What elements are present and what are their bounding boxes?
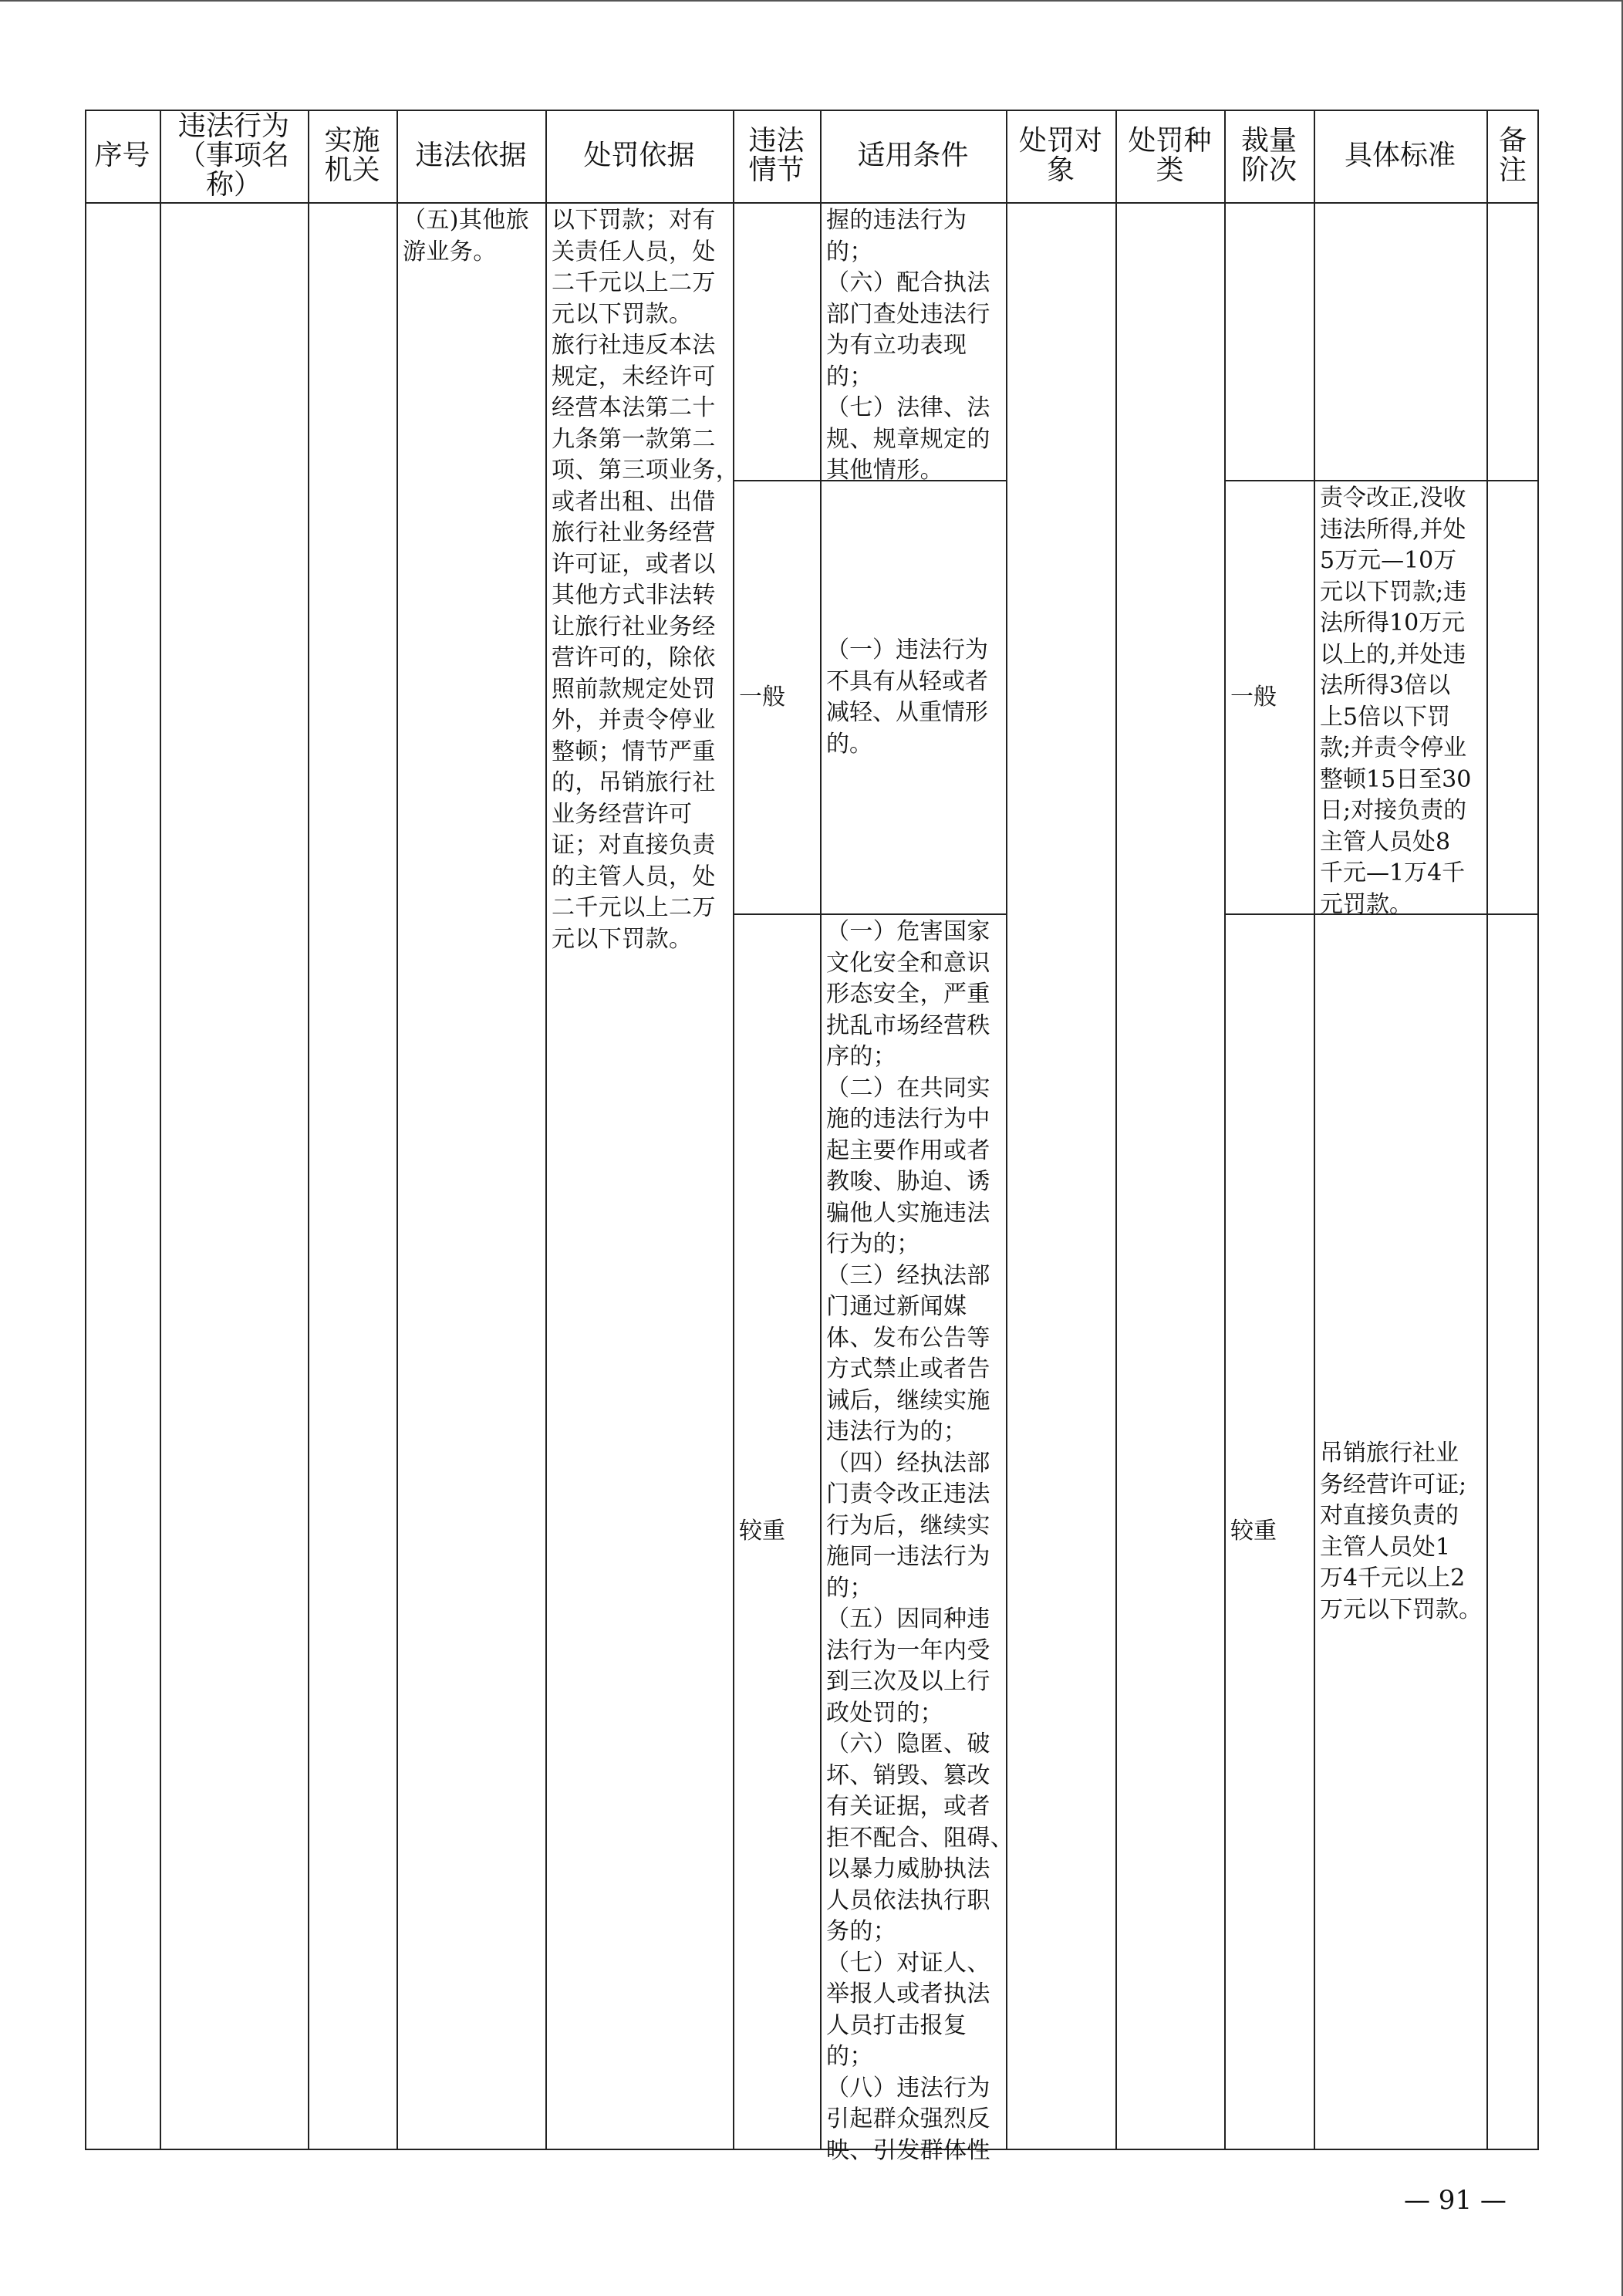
penalty-basis-cell: 以下罚款；对有 关责任人员，处 二千元以上二万 元以下罚款。 旅行社违反本法 规定，未经许可 经营本法第二十 九条第一款第二 项、第三项业务， 或者出租、出借 旅行社业务经营 许可证，或者以 其他方式非法转 让旅行社业务经 营许可的，除依 照前款规定处罚 外，并责令停业 整顿；情节严重 的，吊销旅行社 业务经营许可 证；对直接负责 的主管人员，处 二千元以上二万 元以下罚款。 bbox=[552, 207, 740, 953]
col-line bbox=[308, 110, 309, 2150]
page-number: — 91 — bbox=[1404, 2185, 1507, 2216]
row-line bbox=[85, 202, 1539, 204]
col-line bbox=[160, 110, 161, 2150]
circumstance-cell-general: 一般 bbox=[739, 683, 785, 711]
header-standard: 具体标准 bbox=[1344, 140, 1456, 171]
header-penalty-basis: 处罚依据 bbox=[583, 140, 695, 171]
row-line bbox=[85, 2149, 1539, 2150]
col-line bbox=[85, 110, 86, 2150]
header-discretion-level: 裁量 阶次 bbox=[1240, 125, 1297, 186]
level-cell-serious: 较重 bbox=[1230, 1518, 1277, 1545]
header-violation-basis: 违法依据 bbox=[415, 140, 527, 171]
conditions-cell-serious: （一）危害国家 文化安全和意识 形态安全，严重 扰乱市场经营秩 序的； （二）在共同实 施的违法行为中 起主要作用或者 教唆、胁迫、诱 骗他人实施违法 行为的； （三）经执法部 门通过新闻媒 体、发布公告等 方式禁止或者告 诫后，继续实施 违法行为的； （四）经执法部 门责令改正违法 行为后，继续实 施同一违法行为 的； （五）因同种违 法行为一年内受 到三次及以上行 政处罚的； （六）隐匿、破 坏、销毁、篡改 有关证据，或者 拒不配合、阻碍、 以暴力威胁执法 人员依法执行职 务的； （七）对证人、 举报人或者执法 人员打击报复 的； （八）违法行为 引起群众强烈反 映、引发群体性 bbox=[826, 918, 1014, 2164]
circumstance-cell-serious: 较重 bbox=[739, 1518, 785, 1545]
level-cell-general: 一般 bbox=[1230, 683, 1277, 711]
header-seq: 序号 bbox=[94, 140, 150, 171]
header-penalty-type: 处罚种 类 bbox=[1128, 125, 1212, 186]
conditions-cell-continued: 握的违法行为 的； （六）配合执法 部门查处违法行 为有立功表现 的； （七）法律、法 规、规章规定的 其他情形。 bbox=[826, 207, 990, 484]
header-circumstance: 违法 情节 bbox=[748, 125, 805, 186]
header-conditions: 适用条件 bbox=[857, 140, 969, 171]
header-conduct: 违法行为 （事项名 称） bbox=[177, 110, 289, 201]
col-line bbox=[1115, 110, 1117, 2150]
standard-cell-serious: 吊销旅行社业 务经营许可证; 对直接负责的 主管人员处1 万4千元以上2 万元以下罚款。 bbox=[1320, 1440, 1482, 1623]
header-agency: 实施 机关 bbox=[324, 125, 380, 186]
page-top-rule bbox=[0, 0, 1623, 2]
standard-cell-general: 责令改正,没收 违法所得,并处 5万元—10万 元以下罚款;违 法所得10万元 以上的,并处违 法所得3倍以 上5倍以下罚 款;并责令停业 整顿15日至30 日;对接负责的 主管人员处8 千元—1万4千 元罚款。 bbox=[1320, 485, 1472, 918]
col-line bbox=[1537, 110, 1539, 2150]
header-target: 处罚对 象 bbox=[1018, 125, 1102, 186]
col-line bbox=[1486, 110, 1488, 2150]
conditions-cell-general: （一）违法行为 不具有从轻或者 减轻、从重情形 的。 bbox=[826, 636, 988, 758]
header-remarks: 备 注 bbox=[1498, 125, 1527, 186]
violation-basis-cell: （五)其他旅 游业务。 bbox=[403, 207, 530, 265]
col-line bbox=[396, 110, 398, 2150]
penalty-standard-table bbox=[85, 110, 1539, 2164]
